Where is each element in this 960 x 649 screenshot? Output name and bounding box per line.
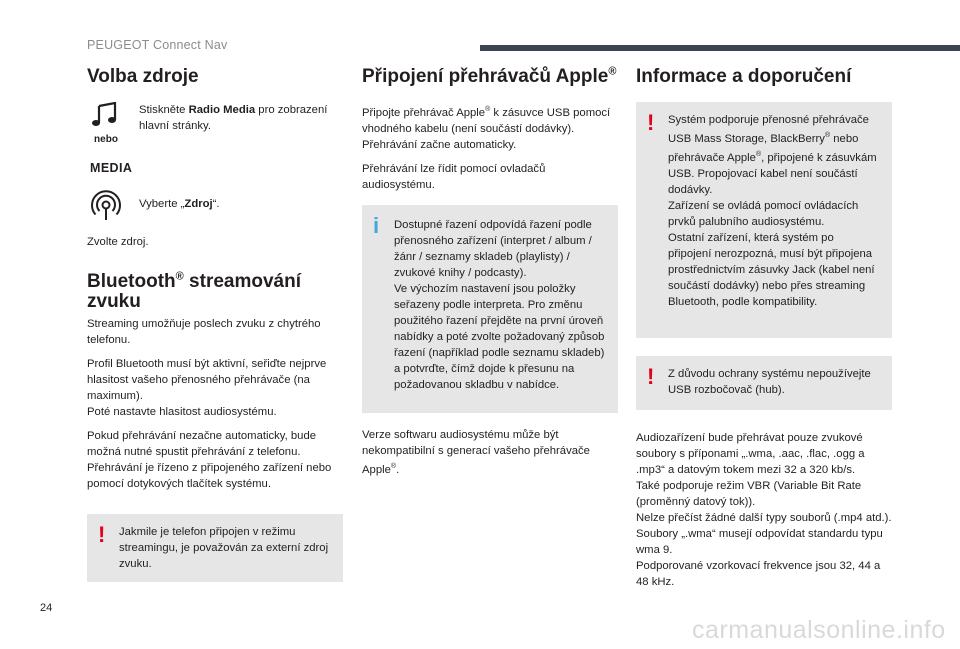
warning-icon: ! bbox=[647, 363, 655, 389]
warning-note-streaming: ! Jakmile je telefon připojen v režimu streamingu, je považován za externí zdroj zvuku. bbox=[87, 514, 343, 582]
info-note-sorting: i Dostupné řazení odpovídá řazení podle přenosného zařízení (interpret / album / žánr / seznamy skladeb (playlisty) / zvukové knihy / podcasty). Ve výchozím nastavení jsou položky seřazeny podle interpreta. Pro změnu použitého řazení přejděte na první úroveň nabídky a poté zvolte požadovaný způsob řazení (například podle seznamu skladeb) a potvrďte, čímž dojde k přesunu na požadovanou skladbu v nabídce. bbox=[362, 205, 618, 413]
column-apple-players bbox=[362, 66, 618, 486]
section-title-source: Volba zdroje bbox=[87, 66, 199, 87]
apple-paragraph-1: Připojte přehrávač Apple® k zásuvce USB pomocí vhodného kabelu (není součástí dodávky). Přehrávání začne automaticky. bbox=[362, 106, 611, 151]
watermark: carmanualsonline.info bbox=[692, 616, 946, 644]
media-button-label: MEDIA bbox=[90, 161, 133, 175]
audio-formats-paragraph: Audiozařízení bude přehrávat pouze zvukové soubory s příponami „.wma, .aac, .flac, .ogg a .mp3“ a datovým tokem mezi 32 a 320 kb/s. Také podporuje režim VBR (Variable Bit Rate (proměnný datový tok)). Nelze přečíst žádné další typy souborů (.mp4 atd.). Soubory „.wma“ musejí odpovídat standardu typu wma 9. Podporované vzorkovací frekvence jsou 32, 44 a 48 kHz. bbox=[636, 431, 892, 588]
warning-note-usb-hub: ! Z důvodu ochrany systému nepoužívejte USB rozbočovač (hub). bbox=[636, 356, 892, 410]
choose-source-text: Zvolte zdroj. bbox=[87, 236, 149, 248]
source-broadcast-icon bbox=[89, 190, 123, 224]
column-information bbox=[636, 66, 892, 598]
warning-icon: ! bbox=[647, 110, 655, 135]
header-bar bbox=[480, 45, 960, 51]
section-title-info: Informace a doporučení bbox=[636, 66, 852, 87]
section-title-apple: Připojení přehrávačů Apple® bbox=[362, 65, 617, 87]
info-icon: i bbox=[373, 212, 380, 238]
column-source-selection bbox=[87, 66, 343, 598]
apple-paragraph-3: Verze softwaru audiosystému může být nekompatibilní s generací vašeho přehrávače Apple®. bbox=[362, 428, 590, 476]
warning-icon: ! bbox=[98, 522, 106, 547]
running-header: PEUGEOT Connect Nav bbox=[87, 38, 228, 52]
step1-text: Stiskněte Radio Media pro zobrazení hlavní stránky. bbox=[139, 104, 328, 132]
step2-text: Vyberte „Zdroj“. bbox=[139, 198, 220, 210]
music-note-icon bbox=[89, 102, 123, 128]
bt-paragraph-2: Profil Bluetooth musí být aktivní, seřiďte nejprve hlasitost vašeho přenosného přehrávače (na maximum). Poté nastavte hlasitost audiosystému. bbox=[87, 358, 327, 418]
section-title-bluetooth: Bluetooth® streamování zvuku bbox=[87, 270, 301, 312]
apple-paragraph-2: Přehrávání lze řídit pomocí ovladačů audiosystému. bbox=[362, 162, 546, 191]
step-select-source bbox=[87, 190, 343, 224]
or-label: nebo bbox=[94, 134, 118, 145]
step-radio-media bbox=[87, 102, 343, 148]
bt-paragraph-3: Pokud přehrávání nezačne automaticky, bude možná nutné spustit přehrávání z telefonu. Přehrávání je řízeno z připojeného zařízení nebo pomocí dotykových tlačítek systému. bbox=[87, 430, 332, 490]
warning-note-compatibility: ! Systém podporuje přenosné přehrávače USB Mass Storage, BlackBerry® nebo přehrávače Apple®, připojené k zásuvkám USB. Propojovací kabel není součástí dodávky. Zařízení se ovládá pomocí ovládacích prvků palubního audiosystému. Ostatní zařízení, která systém po připojení nerozpozná, musí být připojena prostřednictvím zásuvky Jack (kabel není součástí dodávky) nebo přes streaming Bluetooth, podle kompatibility. bbox=[636, 102, 892, 338]
page-number: 24 bbox=[40, 602, 53, 614]
bt-paragraph-1: Streaming umožňuje poslech zvuku z chytrého telefonu. bbox=[87, 318, 321, 346]
